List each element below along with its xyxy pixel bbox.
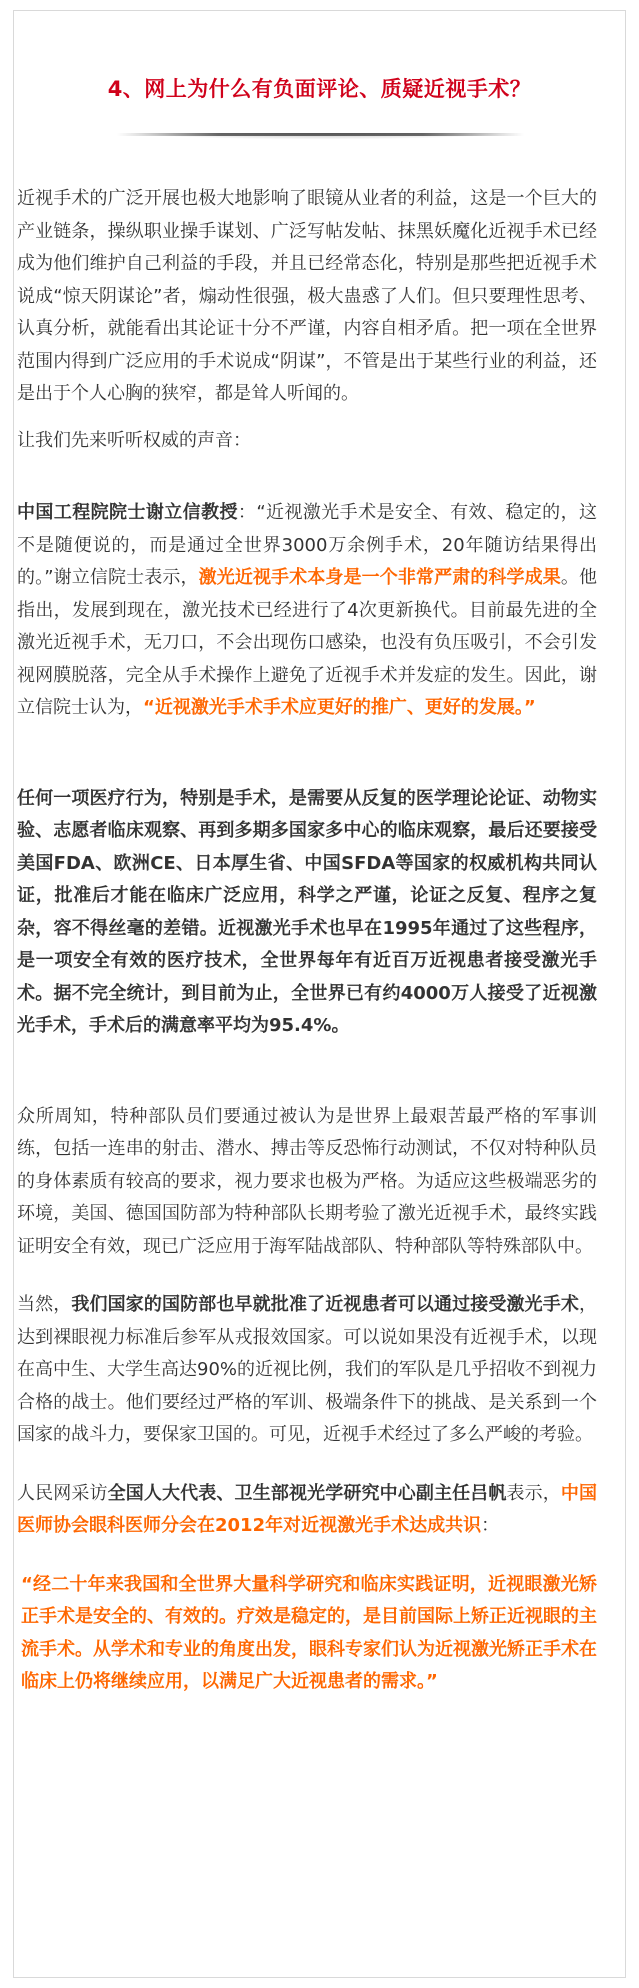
paragraph-xie-lixin: 中国工程院院士谢立信教授：“近视激光手术是安全、有效、稳定的，这不是随便说的，而是通过全世界3000万余例手术，20年随访结果得出的。”谢立信院士表示，激光近视手术本身是一个非常严肃的科学成果。他指出，发展到现在，激光技术已经进行了4次更新换代。目前最先进的全激光近视手术，无刀口，不会出现伤口感染，也没有负压吸引，不会引发视网膜脱落，完全从手术操作上避免了近视手术并发症的发生。因此，谢立信院士认为，“近视激光手术手术应更好的推广、更好的发展。” xyxy=(17,502,598,718)
paragraph-medical-procedure: 任何一项医疗行为，特别是手术，是需要从反复的医学理论论证、动物实验、志愿者临床观察、再到多期多国家多中心的临床观察，最后还要接受美国FDA、欧洲CE、日本厚生省、中国SFDA等国家的权威机构共同认证，批准后才能在临床广泛应用，科学之严谨，论证之反复、程序之复杂，容不得丝毫的差错。近视激光手术也早在1995年通过了这些程序，是一项安全有效的医疗技术，全世界每年有近百万近视患者接受激光手术。据不完全统计，到目前为止，全世界已有约4000万人接受了近视激光手术，手术后的满意率平均为95.4%。 xyxy=(17,787,597,1036)
paragraph-special-forces: 众所周知，特种部队员们要通过被认为是世界上最艰苦最严格的军事训练，包括一连串的射击、潜水、搏击等反恐怖行动测试，不仅对特种队员的身体素质有较高的要求，视力要求也极为严格。为适应这些极端恶劣的环境，美国、德国国防部为特种部队长期考验了激光近视手术，最终实践证明安全有效，现已广泛应用于海军陆战部队、特种部队等特殊部队中。 xyxy=(17,1105,597,1257)
expert-name: 中国工程院院士谢立信教授 xyxy=(17,502,238,523)
heading-divider xyxy=(117,133,524,147)
paragraph-lv-fan: 人民网采访全国人大代表、卫生部视光学研究中心副主任吕帆表示，中国医师协会眼科医师分会在2012年对近视激光手术达成共识： xyxy=(17,1482,598,1536)
article-body xyxy=(17,183,597,1699)
section-heading: 4、网上为什么有负面评论、质疑近视手术？ xyxy=(107,77,532,101)
highlight-text: 激光近视手术本身是一个非常严肃的科学成果 xyxy=(198,567,561,588)
highlight-text: 中国医师协会眼科医师分会在2012年对近视激光手术达成共识 xyxy=(17,1482,598,1536)
paragraph-national-defense: 当然，我们国家的国防部也早就批准了近视患者可以通过接受激光手术，达到裸眼视力标准后参军从戎报效国家。可以说如果没有近视手术，以现在高中生、大学生高达90%的近视比例，我们的军队是几乎招收不到视力合格的战士。他们要经过严格的军训、极端条件下的挑战、是关系到一个国家的战斗力，要保家卫国的。可见，近视手术经过了多么严峻的考验。 xyxy=(17,1294,598,1445)
highlight-quote: “近视激光手术手术应更好的推广、更好的发展。” xyxy=(143,697,536,718)
paragraph-authority-lead: 让我们先来听听权威的声音： xyxy=(17,429,251,451)
consensus-quote: “经二十年来我国和全世界大量科学研究和临床实践证明，近视眼激光矫正手术是安全的、有效的。疗效是稳定的，是目前国际上矫正近视眼的主流手术。从学术和专业的角度出发，眼科专家们认为近视激光矫正手术在临床上仍将继续应用，以满足广大近视患者的需求。” xyxy=(21,1573,597,1692)
bold-text: 我们国家的国防部也早就批准了近视患者可以通过接受激光手术 xyxy=(71,1294,580,1315)
bold-text: 全国人大代表、卫生部视光学研究中心副主任吕帆 xyxy=(107,1482,507,1504)
paragraph-intro: 近视手术的广泛开展也极大地影响了眼镜从业者的利益，这是一个巨大的产业链条，操纵职业操手谋划、广泛写帖发帖、抹黑妖魔化近视手术已经成为他们维护自己利益的手段，并且已经常态化，特别是那些把近视手术说成“惊天阴谋论”者，煽动性很强，极大蛊惑了人们。但只要理性思考、认真分析，就能看出其论证十分不严谨，内容自相矛盾。把一项在全世界范围内得到广泛应用的手术说成“阴谋”，不管是出于某些行业的利益，还是出于个人心胸的狭窄，都是耸人听闻的。 xyxy=(17,188,597,404)
